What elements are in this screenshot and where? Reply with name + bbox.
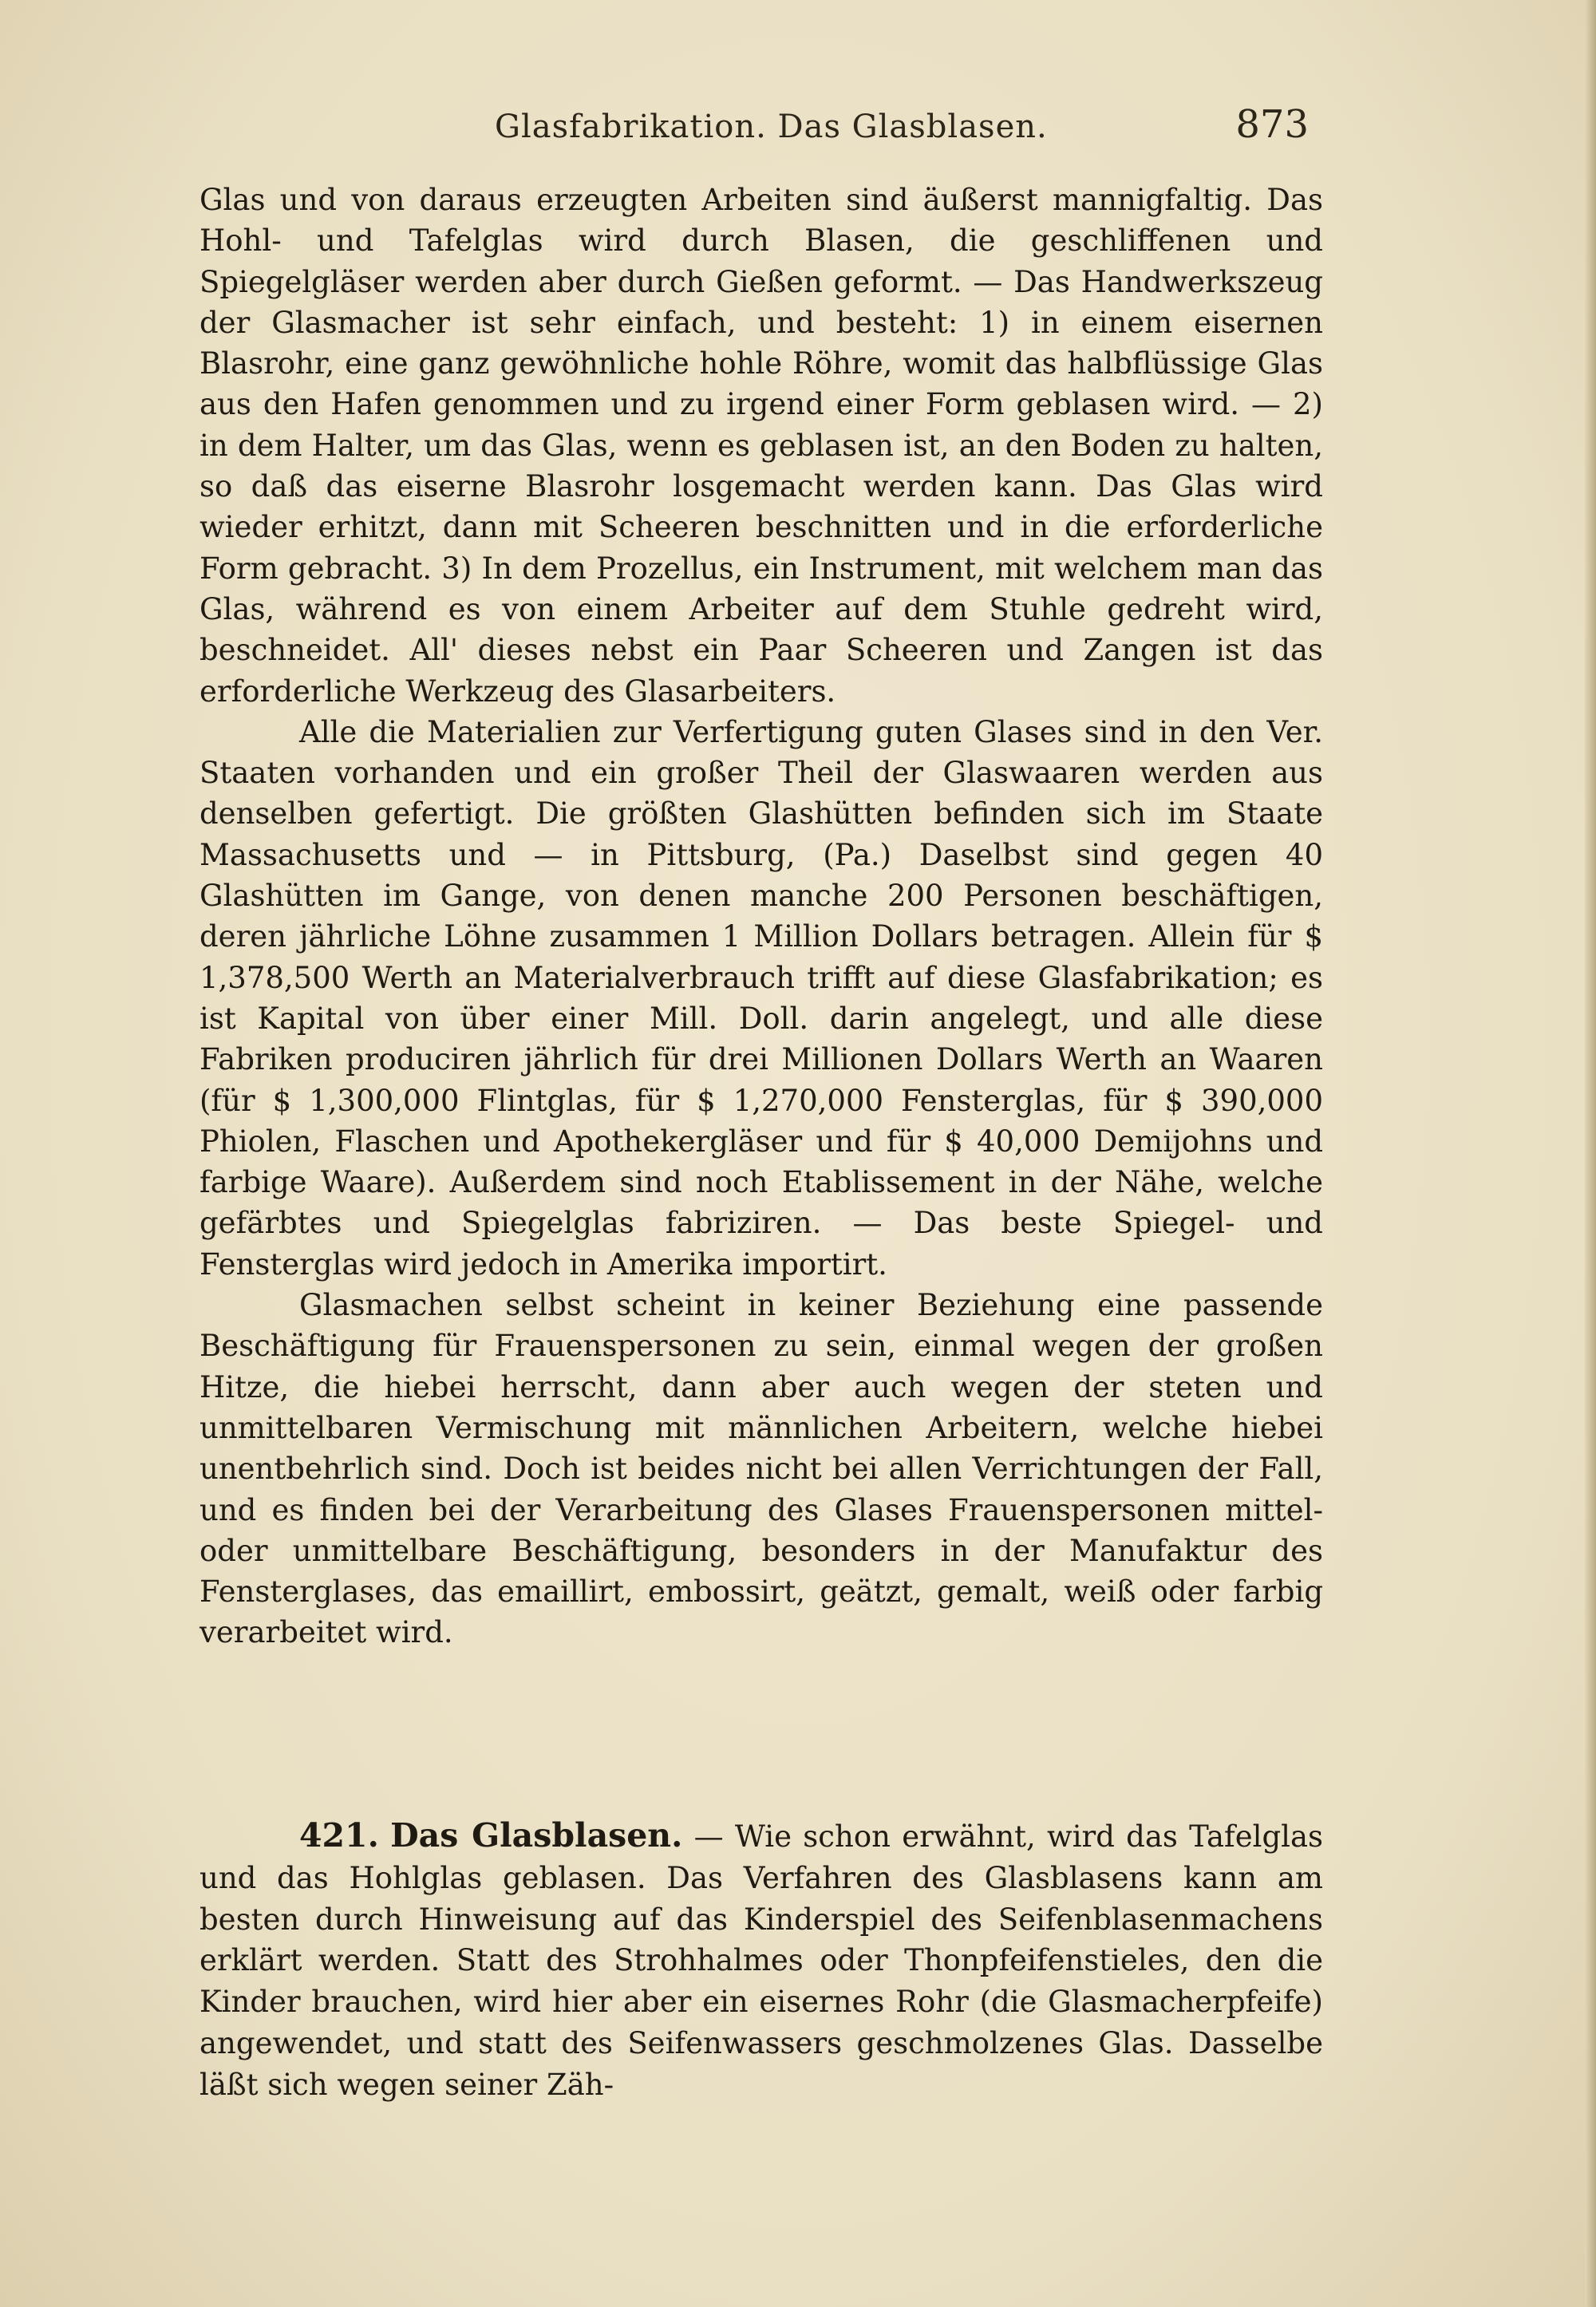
paragraph-1: Glas und von daraus erzeugten Arbeiten sind äußerst mannigfaltig. Das Hohl- und Tafelglas wird durch Blasen, die geschliffenen und Spiegelgläser werden aber durch Gießen geformt. — Das Handwerkszeug der Glasmacher ist sehr einfach, und besteht: 1) in einem eisernen Blasrohr, eine ganz gewöhnliche hohle Röhre, womit das halbflüssige Glas aus den Hafen genommen und zu irgend einer Form geblasen wird. — 2) in dem Halter, um das Glas, wenn es geblasen ist, an den Boden zu halten, so daß das eiserne Blasrohr losgemacht werden kann. Das Glas wird wieder erhitzt, dann mit Scheeren beschnitten und in die erforderliche Form gebracht. 3) In dem Prozellus, ein Instrument, mit welchem man das Glas, während es von einem Arbeiter auf dem Stuhle gedreht wird, beschneidet. All' dieses nebst ein Paar Scheeren und Zangen ist das erforderliche Werkzeug des Glasarbeiters. (200, 183, 1323, 709)
body-text (200, 180, 1323, 1653)
paragraph-3: Glasmachen selbst scheint in keiner Beziehung eine passende Beschäftigung für Frauenspersonen zu sein, einmal wegen der großen Hitze, die hiebei herrscht, dann aber auch wegen der steten und unmittelbaren Vermischung mit männlichen Arbeitern, welche hiebei unentbehrlich sind. Doch ist beides nicht bei allen Verrichtungen der Fall, und es finden bei der Verarbeitung des Glases Frauenspersonen mittel- oder unmittelbare Beschäftigung, besonders in der Manufaktur des Fensterglases, das emaillirt, embossirt, geätzt, gemalt, weiß oder farbig verarbeitet wird. (200, 1288, 1323, 1650)
section-title: Das Glasblasen. (390, 1816, 683, 1855)
running-title: Glasfabrikation. Das Glasblasen. (495, 109, 1048, 145)
page-number: 873 (1235, 102, 1309, 147)
paragraph-2: Alle die Materialien zur Verfertigung guten Glases sind in den Ver. Staaten vorhanden und ein großer Theil der Glaswaaren werden aus denselben gefertigt. Die größten Glashütten befinden sich im Staate Massachusetts und — in Pittsburg, (Pa.) Daselbst sind gegen 40 Glashütten im Gange, von denen manche 200 Personen beschäftigen, deren jährliche Löhne zusammen 1 Million Dollars betragen. Allein für $ 1,378,500 Werth an Materialverbrauch trifft auf diese Glasfabrikation; es ist Kapital von über einer Mill. Doll. darin angelegt, und alle diese Fabriken produciren jährlich für drei Millionen Dollars Werth an Waaren (für $ 1,300,000 Flintglas, für $ 1,270,000 Fensterglas, für $ 390,000 Phiolen, Flaschen und Apothekergläser und für $ 40,000 Demijohns und farbige Waare). Außerdem sind noch Etablissement in der Nähe, welche gefärbtes und Spiegelglas fabriziren. — Das beste Spiegel- und Fensterglas wird jedoch in Amerika importirt. (200, 714, 1323, 1282)
page-header (200, 102, 1317, 150)
section-number: 421. (299, 1816, 379, 1855)
page-edge (1585, 0, 1596, 2307)
section-421 (200, 1815, 1323, 2106)
section-paragraph (200, 1815, 1323, 2106)
section-text: — Wie schon erwähnt, wird das Tafelglas und das Hohlglas geblasen. Das Verfahren des Glasblasens kann am besten durch Hinweisung auf das Kinderspiel des Seifenblasenmachens erklärt werden. Statt des Strohhalmes oder Thonpfeifenstieles, den die Kinder brauchen, wird hier aber ein eisernes Rohr (die Glasmacherpfeife) angewendet, und statt des Seifenwassers geschmolzenes Glas. Dasselbe läßt sich wegen seiner Zäh- (200, 1819, 1324, 2102)
